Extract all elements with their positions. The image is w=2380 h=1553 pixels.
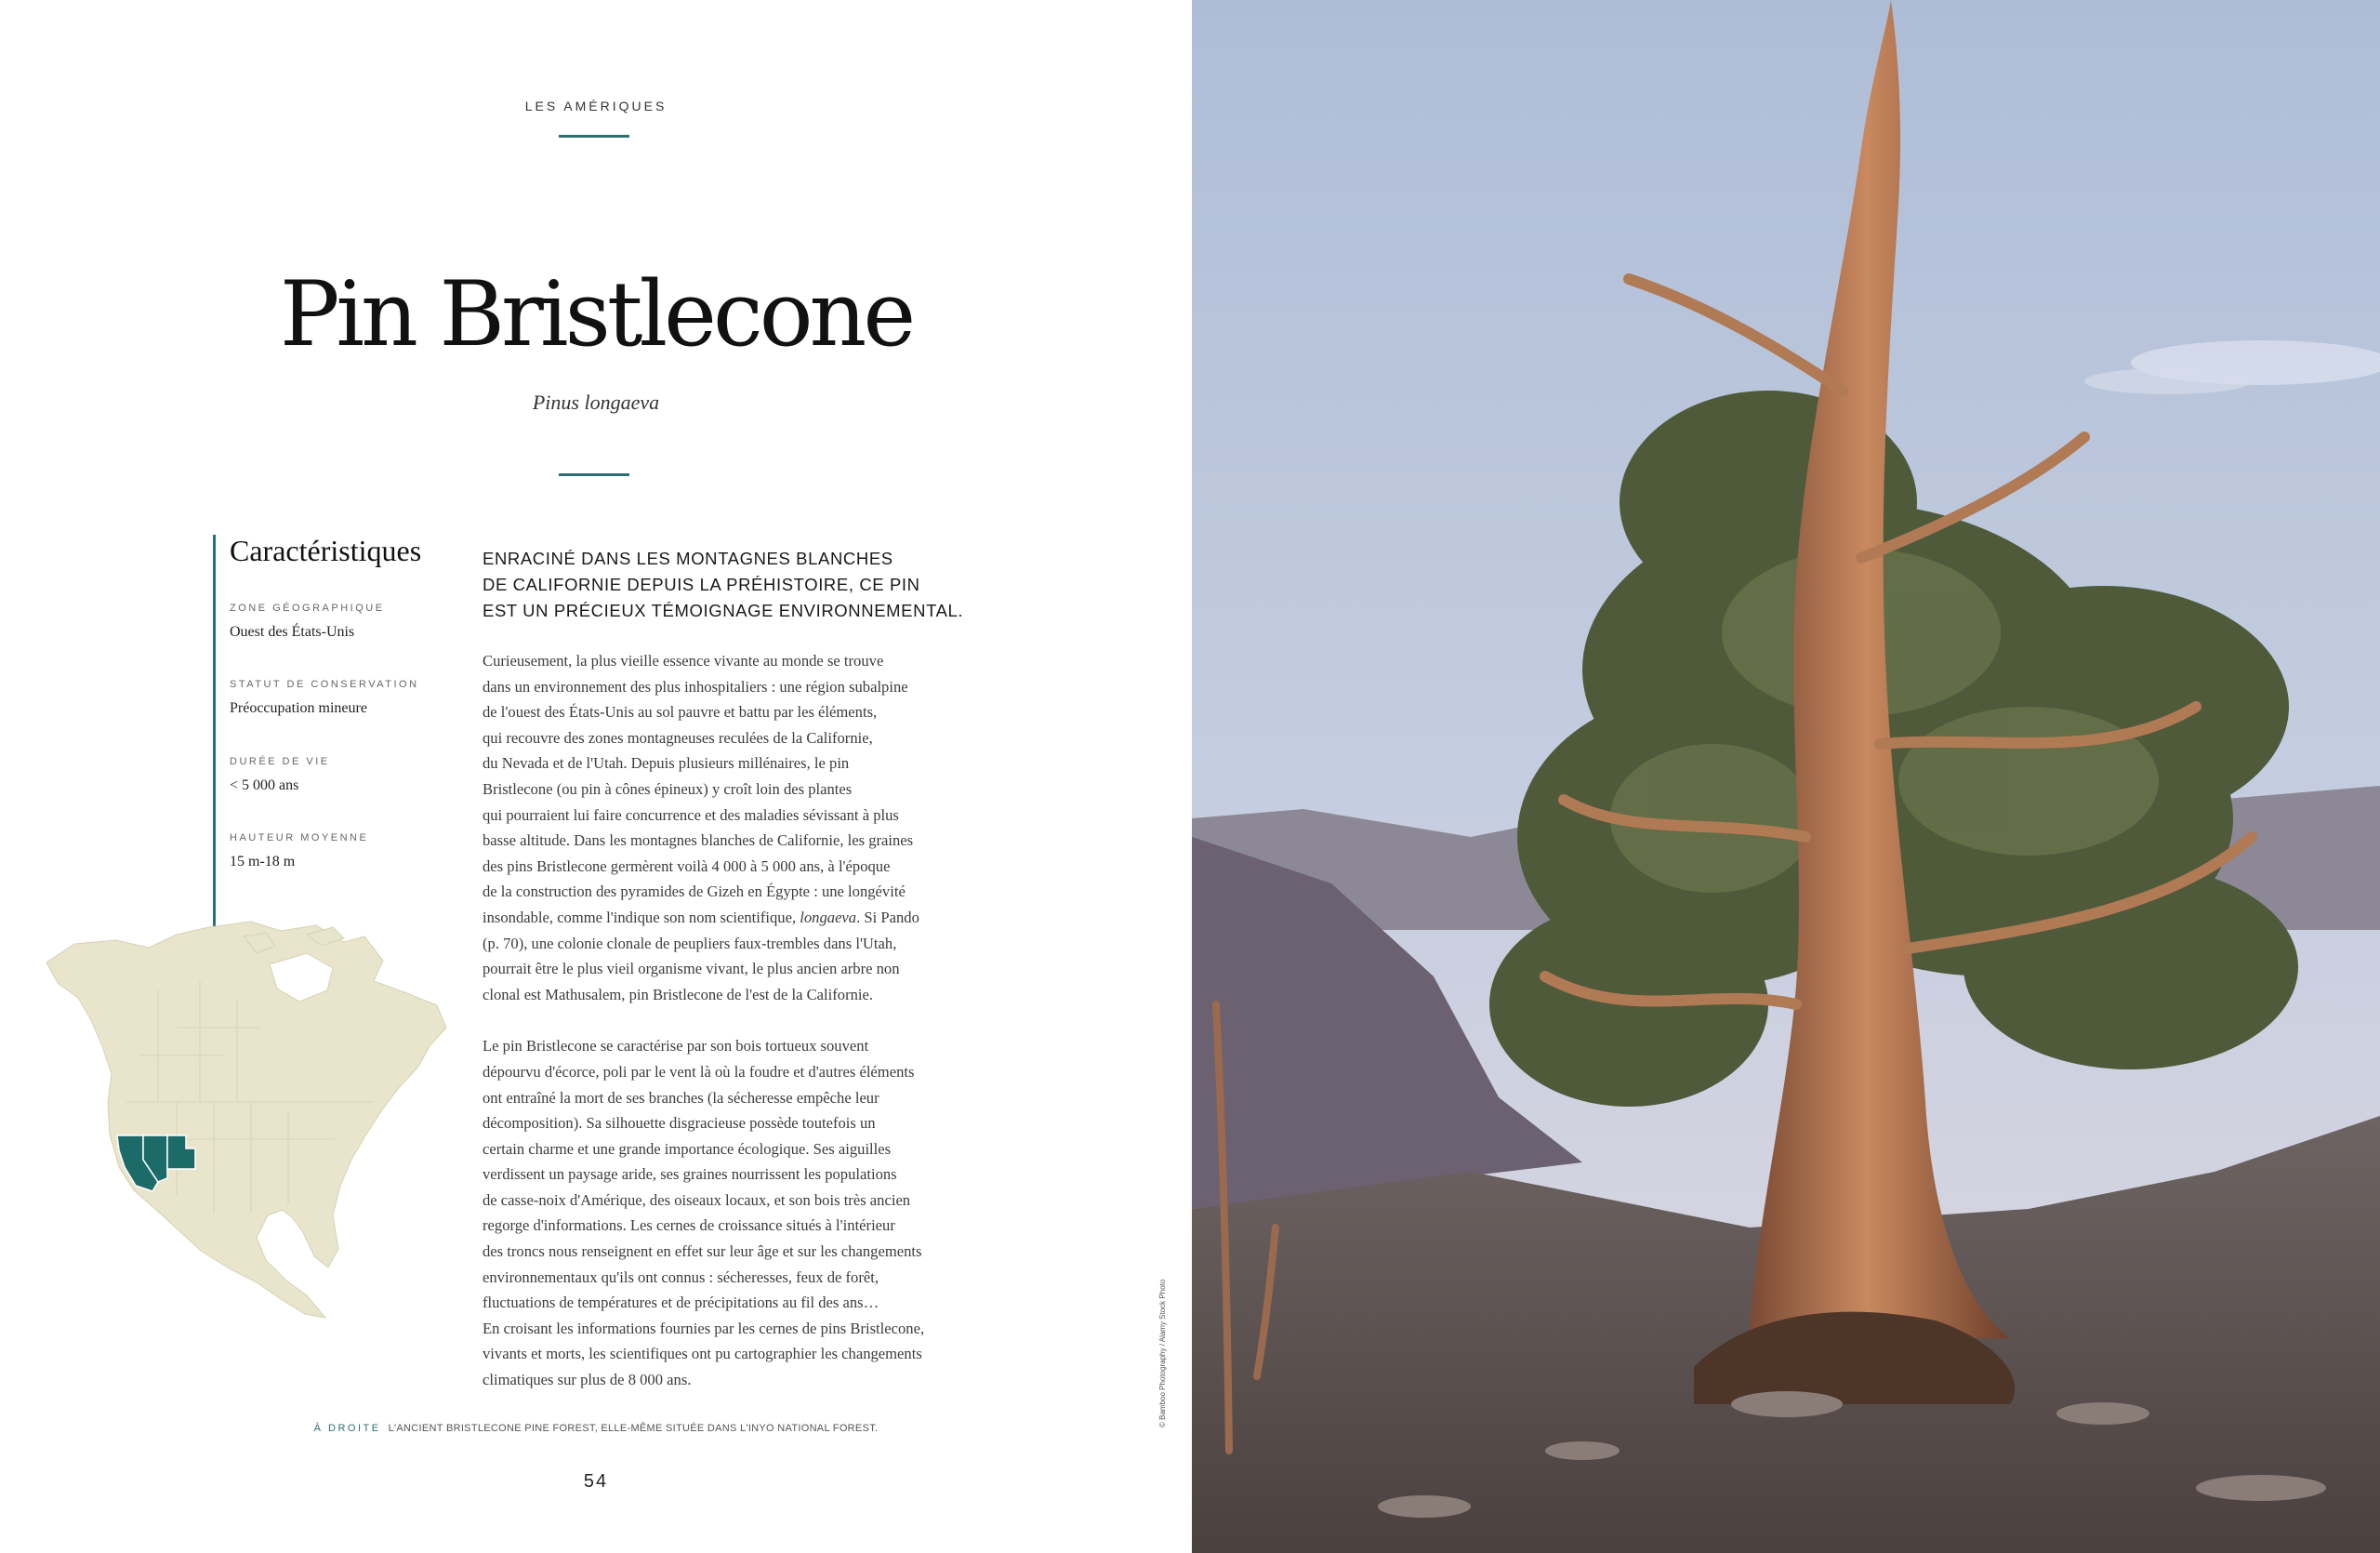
cloud bbox=[2084, 368, 2252, 394]
body-line: qui recouvre des zones montagneuses reculées de la Californie, bbox=[483, 728, 873, 747]
body-paragraph-1 bbox=[483, 648, 966, 1007]
title-rule bbox=[559, 473, 629, 476]
fact-label-height: HAUTEUR MOYENNE bbox=[230, 832, 369, 843]
body-line: décomposition). Sa silhouette disgracieuse possède toutefois un bbox=[483, 1114, 876, 1133]
fact-label-lifespan: DURÉE DE VIE bbox=[230, 756, 330, 767]
photo-credit: © Bamboo Photography / Alamy Stock Photo bbox=[1158, 1279, 1167, 1427]
body-line: (p. 70), une colonie clonale de peupliers faux-trembles dans l'Utah, bbox=[483, 934, 897, 952]
right-page bbox=[1192, 0, 2380, 1553]
body-line: Curieusement, la plus vieille essence vivante au monde se trouve bbox=[483, 652, 884, 670]
body-line: vivants et morts, les scientifiques ont pu cartographier les changements bbox=[483, 1345, 922, 1363]
fact-value-status: Préoccupation mineure bbox=[230, 700, 367, 716]
characteristics-bar bbox=[213, 535, 216, 961]
body-line: des troncs nous renseignent en effet sur leur âge et sur les changements bbox=[483, 1242, 922, 1261]
header-rule bbox=[559, 135, 629, 138]
body-line: qui pourraient lui faire concurrence et des maladies sévissant à plus bbox=[483, 805, 899, 824]
section-label: LES AMÉRIQUES bbox=[524, 99, 668, 113]
body-line: verdissent un paysage aride, ses graines nourrissent les populations bbox=[483, 1165, 897, 1184]
photo-caption bbox=[0, 1423, 1192, 1434]
caption-prefix: À DROITE bbox=[313, 1423, 381, 1434]
bristlecone-pine-photo bbox=[1192, 0, 2380, 1553]
fact-value-zone: Ouest des États-Unis bbox=[230, 624, 355, 640]
body-line: regorge d'informations. Les cernes de croissance situés à l'intérieur bbox=[483, 1216, 895, 1235]
body-line: En croisant les informations fournies par les cernes de pins Bristlecone, bbox=[483, 1319, 925, 1337]
body-line: du Nevada et de l'Utah. Depuis plusieurs millénaires, le pin bbox=[483, 754, 850, 773]
fact-label-zone: ZONE GÉOGRAPHIQUE bbox=[230, 603, 385, 614]
fact-value-lifespan: < 5 000 ans bbox=[230, 777, 299, 793]
north-america-landmass bbox=[46, 922, 446, 1318]
page-number: 54 bbox=[583, 1471, 609, 1492]
lead-line: EST UN PRÉCIEUX TÉMOIGNAGE ENVIRONNEMENTAL. bbox=[483, 601, 964, 620]
body-line: des pins Bristlecone germèrent voilà 4 000 à 5 000 ans, à l'époque bbox=[483, 856, 891, 875]
body-line: de l'ouest des États-Unis au sol pauvre et battu par les éléments, bbox=[483, 703, 878, 722]
body-text bbox=[483, 648, 966, 1419]
body-line: climatiques sur plus de 8 000 ans. bbox=[483, 1371, 692, 1389]
body-line: ont entraîné la mort de ses branches (la sécheresse empêche leur bbox=[483, 1088, 879, 1107]
page-title: Pin Bristlecone bbox=[279, 262, 913, 366]
north-america-map bbox=[37, 916, 456, 1325]
body-line: environnementaux qu'ils ont connus : sécheresses, feux de forêt, bbox=[483, 1268, 879, 1286]
body-line: pourrait être le plus vieil organisme vivant, le plus ancien arbre non bbox=[483, 960, 900, 978]
body-line: certain charme et une grande importance écologique. Ses aiguilles bbox=[483, 1139, 892, 1158]
body-line: de casse-noix d'Amérique, des oiseaux locaux, et son bois très ancien bbox=[483, 1190, 911, 1209]
body-line: fluctuations de températures et de précipitations au fil des ans… bbox=[483, 1294, 879, 1312]
characteristics-heading: Caractéristiques bbox=[230, 534, 422, 567]
body-line: Bristlecone (ou pin à cônes épineux) y croît loin des plantes bbox=[483, 779, 853, 798]
body-line: basse altitude. Dans les montagnes blanches de Californie, les graines bbox=[483, 831, 914, 850]
body-line bbox=[483, 905, 966, 931]
body-paragraph-2 bbox=[483, 1033, 966, 1392]
fact-label-status: STATUT DE CONSERVATION bbox=[230, 679, 419, 690]
latin-emphasis: longaeva bbox=[800, 908, 857, 926]
body-line: dépourvu d'écorce, poli par le vent là où la foudre et d'autres éléments bbox=[483, 1062, 915, 1081]
body-line: Le pin Bristlecone se caractérise par son bois tortueux souvent bbox=[483, 1037, 869, 1055]
body-line: clonal est Mathusalem, pin Bristlecone de l'est de la Californie. bbox=[483, 985, 874, 1003]
body-text-run: insondable, comme l'indique son nom scientifique, bbox=[483, 908, 800, 926]
fact-value-height: 15 m-18 m bbox=[230, 854, 296, 869]
latin-name: Pinus longaeva bbox=[532, 391, 660, 414]
body-line: dans un environnement des plus inhospitaliers : une région subalpine bbox=[483, 677, 908, 696]
body-line: de la construction des pyramides de Gizeh en Égypte : une longévité bbox=[483, 883, 906, 901]
lead-paragraph bbox=[483, 546, 985, 624]
lead-line: ENRACINÉ DANS LES MONTAGNES BLANCHES bbox=[483, 549, 893, 568]
caption-text: L'ANCIENT BRISTLECONE PINE FOREST, ELLE-MÊME SITUÉE DANS L'INYO NATIONAL FOREST. bbox=[388, 1423, 879, 1434]
body-text-run: . Si Pando bbox=[856, 908, 919, 926]
lead-line: DE CALIFORNIE DEPUIS LA PRÉHISTOIRE, CE PIN bbox=[483, 575, 920, 594]
